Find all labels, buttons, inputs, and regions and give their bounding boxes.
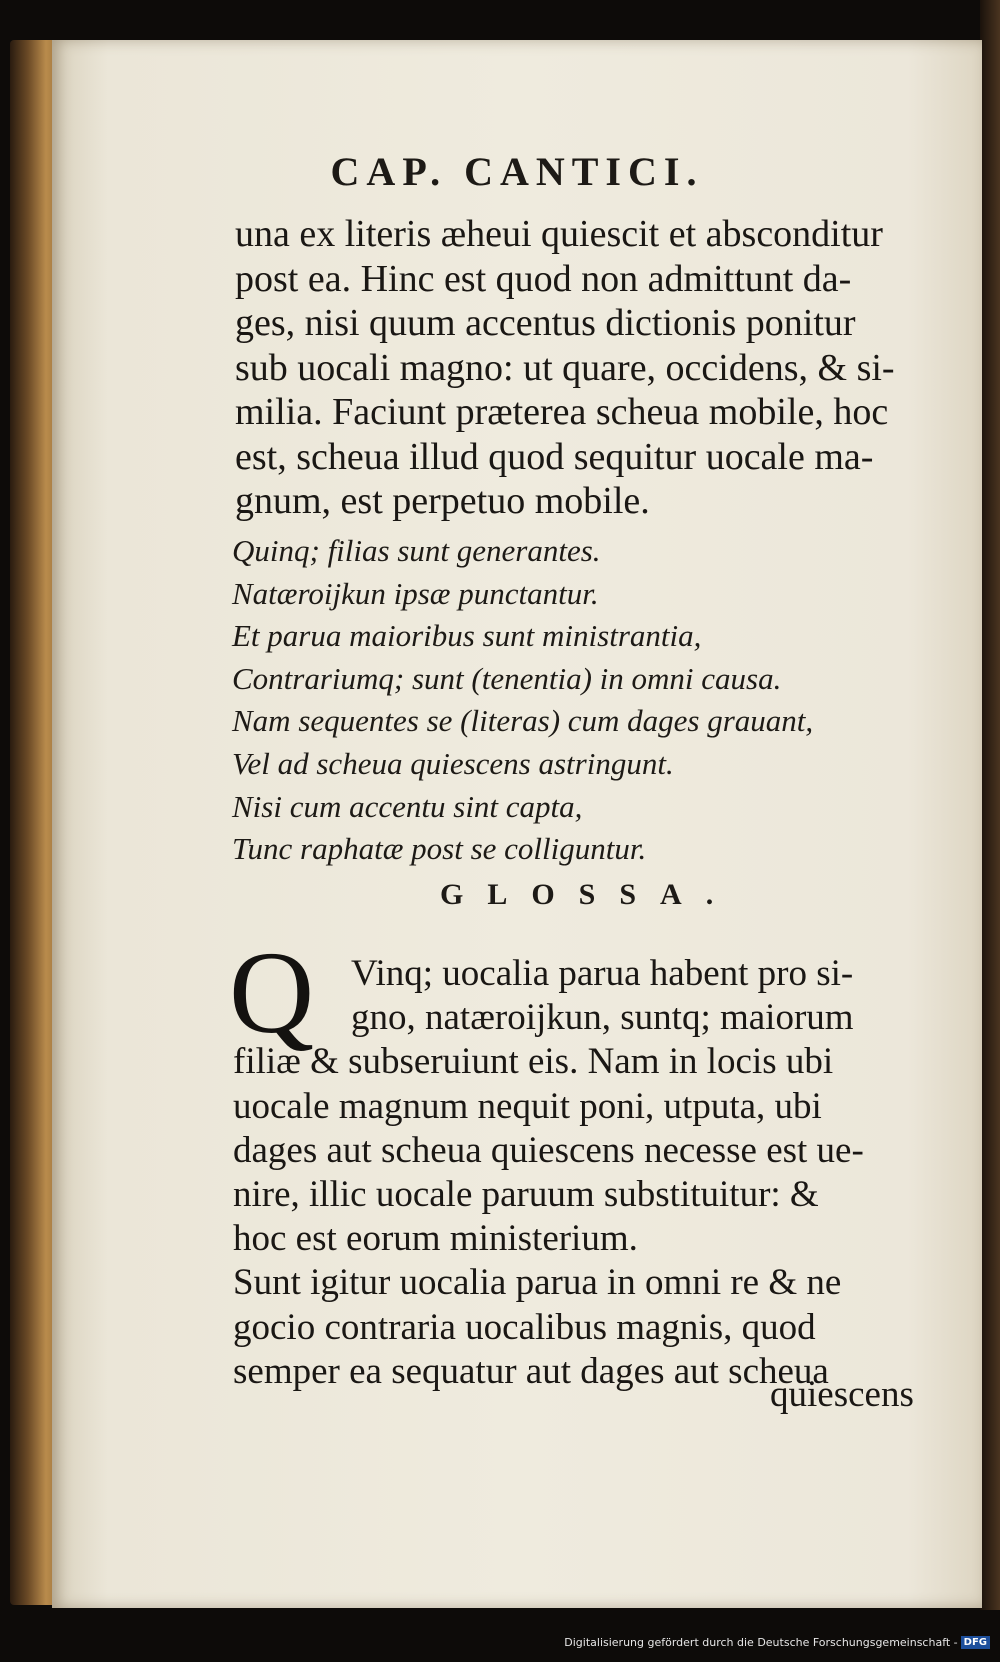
credit-text: Digitalisierung gefördert durch die Deutsche Forschungsgemeinschaft - <box>564 1635 958 1649</box>
running-title: CAP. CANTICI. <box>330 149 704 194</box>
glossa-line: gocio contraria uocalibus magnis, quod <box>233 1306 816 1348</box>
binding-shadow <box>980 0 1000 1610</box>
digitization-credit <box>0 1622 1000 1662</box>
verse-line: Quinq; filias sunt generantes. <box>232 533 601 568</box>
body-line: gnum, est perpetuo mobile. <box>235 480 650 522</box>
body-line: una ex literis æheui quiescit et absconditur <box>235 213 883 255</box>
verse-line: Tunc raphatæ post se colliguntur. <box>232 831 647 867</box>
verse-line: Vel ad scheua quiescens astringunt. <box>232 745 674 781</box>
body-line: est, scheua illud quod sequitur uocale ma- <box>235 435 874 478</box>
glossa-line: nire, illic uocale paruum substituitur: & <box>233 1174 819 1216</box>
glossa-text <box>229 927 953 1394</box>
glossa-line: hoc est eorum ministerium. <box>233 1218 638 1260</box>
glossa-line: dages aut scheua quiescens necesse est ue- <box>233 1129 864 1171</box>
glossa-line: semper ea sequatur aut dages aut scheua <box>233 1350 829 1392</box>
glossa-line: Sunt igitur uocalia parua in omni re & ne <box>233 1262 842 1304</box>
glossa-heading: GLOSSA. <box>440 878 738 911</box>
body-text <box>235 212 945 524</box>
body-line: ges, nisi quum accentus dictionis ponitur <box>235 302 856 344</box>
catchword: quiescens <box>770 1374 914 1415</box>
glossa-line: filiæ & subseruiunt eis. Nam in locis ubi <box>233 1041 834 1083</box>
dfg-logo: DFG <box>961 1636 990 1649</box>
glossa-line: gno, natæroijkun, suntq; maiorum <box>351 997 854 1039</box>
book-page <box>52 40 982 1608</box>
glossa-line: uocale magnum nequit poni, utputa, ubi <box>233 1085 822 1127</box>
glossa-line: Vinq; uocalia parua habent pro si- <box>351 953 854 994</box>
body-line: milia. Faciunt præterea scheua mobile, hoc <box>235 391 889 433</box>
verse-text <box>232 530 952 871</box>
body-line: post ea. Hinc est quod non admittunt da- <box>235 257 852 300</box>
verse-line: Nam sequentes se (literas) cum dages grauant, <box>232 703 814 739</box>
body-line: sub uocali magno: ut quare, occidens, & si- <box>235 346 895 389</box>
drop-cap: Q <box>229 927 315 1058</box>
verse-line: Nisi cum accentu sint capta, <box>232 788 583 824</box>
verse-line: Natæroijkun ipsæ punctantur. <box>232 575 599 611</box>
verse-line: Et parua maioribus sunt ministrantia, <box>232 618 702 654</box>
verse-line: Contrariumq; sunt (tenentia) in omni causa. <box>232 660 782 696</box>
